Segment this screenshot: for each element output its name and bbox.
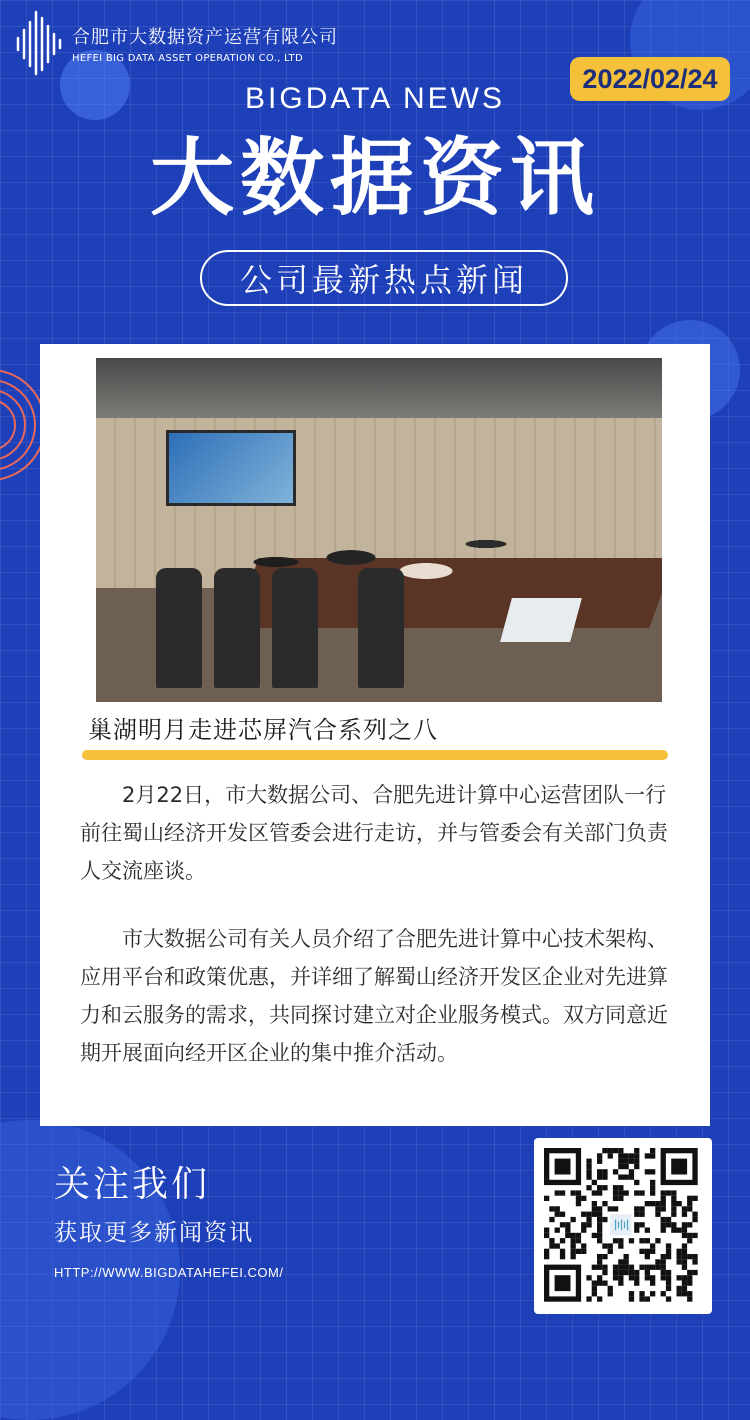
photo-chair [214, 568, 260, 688]
article-photo [96, 358, 662, 702]
company-name-en: HEFEI BIG DATA ASSET OPERATION CO., LTD [72, 52, 303, 64]
date-badge: 2022/02/24 [570, 57, 730, 101]
photo-laptop [500, 598, 582, 642]
qr-code-icon [544, 1148, 702, 1304]
qr-code[interactable] [534, 1138, 712, 1314]
headline-underline [82, 750, 668, 760]
article-card [40, 344, 710, 1126]
photo-ceiling [96, 358, 662, 418]
website-link[interactable]: HTTP://WWW.BIGDATAHEFEI.COM/ [54, 1265, 284, 1280]
company-name-cn: 合肥市大数据资产运营有限公司 [72, 26, 338, 48]
section-label: 公司最新热点新闻 [200, 250, 568, 306]
article-headline: 巢湖明月走进芯屏汽合系列之八 [88, 716, 438, 744]
photo-screen [166, 430, 296, 506]
page-title: 大数据资讯 [149, 129, 600, 227]
follow-subtitle: 获取更多新闻资讯 [54, 1220, 254, 1246]
photo-chair [358, 568, 404, 688]
article-paragraph: 市大数据公司有关人员介绍了合肥先进计算中心技术架构、应用平台和政策优惠，并详细了解蜀山经济开发区企业对先进算力和云服务的需求，共同探讨建立对企业服务模式。双方同意近期开展面向经开区企业的集中推介活动。 [80, 927, 668, 1065]
company-logo [14, 8, 338, 78]
photo-chair [156, 568, 202, 688]
photo-chair [272, 568, 318, 688]
article-paragraph: 2月22日，市大数据公司、合肥先进计算中心运营团队一行前往蜀山经济开发区管委会进行走访，并与管委会有关部门负责人交流座谈。 [80, 783, 668, 883]
title-en: BIGDATA NEWS [245, 82, 505, 115]
follow-title: 关注我们 [54, 1164, 211, 1205]
logo-mark-icon [14, 8, 64, 78]
